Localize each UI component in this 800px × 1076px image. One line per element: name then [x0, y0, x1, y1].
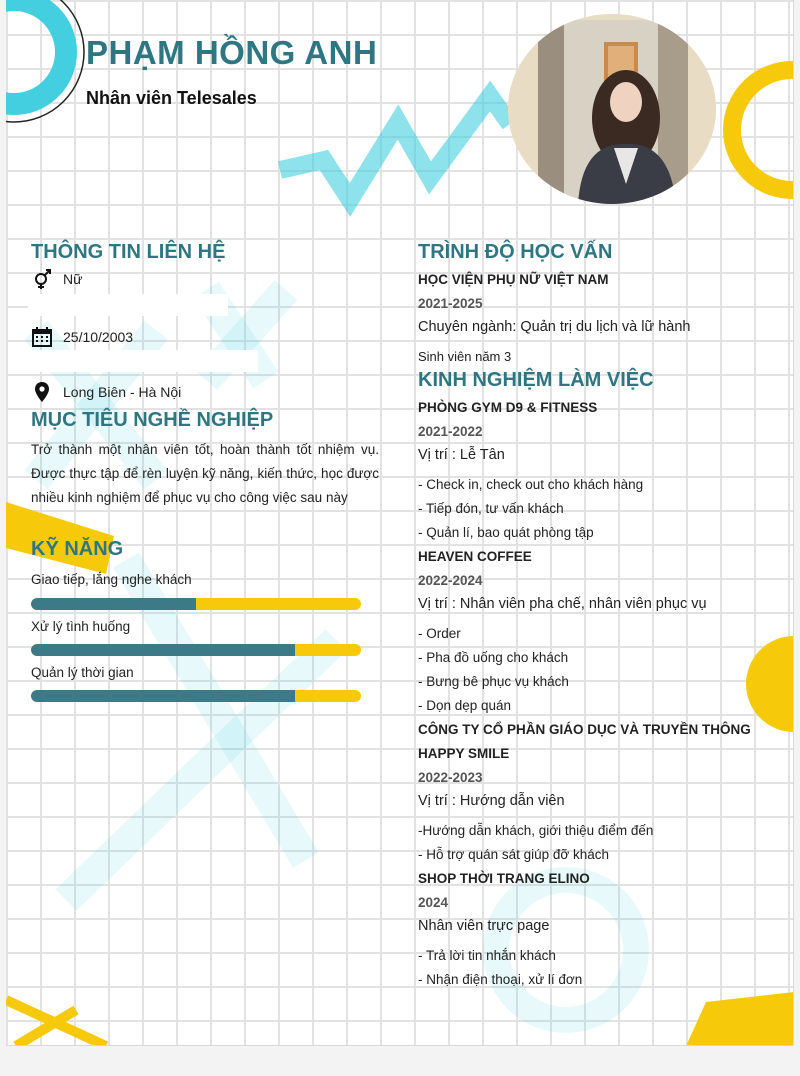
school-name: HỌC VIỆN PHỤ NỮ VIỆT NAM: [418, 272, 609, 287]
contact-heading: THÔNG TIN LIÊN HỆ: [31, 241, 226, 263]
education-major: Chuyên ngành: Quản trị du lịch và lữ hành: [418, 319, 691, 335]
job-title: Nhân viên Telesales: [86, 88, 257, 108]
skill-label: Giao tiếp, lắng nghe khách: [31, 572, 192, 587]
company-name: SHOP THỜI TRANG ELINO: [418, 871, 590, 886]
objective-heading: MỤC TIÊU NGHỀ NGHIỆP: [31, 409, 274, 431]
skill-bar: [31, 690, 361, 702]
job-years: 2024: [418, 895, 449, 910]
candidate-name: PHẠM HỒNG ANH: [86, 34, 378, 71]
skill-bar-fill: [31, 644, 295, 656]
skill-bar-fill: [31, 690, 295, 702]
company-name: PHÒNG GYM D9 & FITNESS: [418, 400, 598, 415]
skill-bar: [31, 598, 361, 610]
address-value: Long Biên - Hà Nội: [63, 384, 182, 400]
redacted-email: [28, 350, 258, 372]
calendar-icon: [31, 326, 53, 348]
birthday-row: [31, 326, 133, 348]
job-position: Vị trí : Hướng dẫn viên: [418, 793, 565, 809]
skill-label: Xử lý tình huống: [31, 619, 131, 634]
job-task: - Quản lí, bao quát phòng tập: [418, 525, 594, 540]
gender-value: Nữ: [63, 271, 83, 287]
job-task: - Tiếp đón, tư vấn khách: [418, 501, 564, 516]
job-years: 2021-2022: [418, 424, 483, 439]
experience-heading: KINH NGHIỆM LÀM VIỆC: [418, 369, 654, 391]
job-position: Vị trí : Lễ Tân: [418, 447, 505, 463]
skill-bar: [31, 644, 361, 656]
job-task: - Pha đồ uống cho khách: [418, 650, 569, 665]
education-heading: TRÌNH ĐỘ HỌC VẤN: [418, 241, 613, 263]
job-task: - Hỗ trợ quán sát giúp đỡ khách: [418, 847, 610, 862]
job-position: Nhân viên trực page: [418, 918, 550, 934]
address-row: [31, 381, 181, 403]
location-pin-icon: [31, 381, 53, 403]
job-years: 2022-2024: [418, 573, 483, 588]
education-years: 2021-2025: [418, 296, 483, 311]
job-position: Vị trí : Nhân viên pha chế, nhân viên phục vụ: [418, 596, 707, 612]
gender-icon: [31, 268, 53, 290]
profile-photo: [508, 14, 716, 204]
job-task: - Trả lời tin nhắn khách: [418, 948, 556, 963]
job-task: - Nhận điện thoại, xử lí đơn: [418, 972, 583, 987]
redacted-phone: [28, 294, 228, 316]
birthday-value: 25/10/2003: [63, 329, 134, 345]
objective-text: Trở thành một nhân viên tốt, hoàn thành tốt nhiệm vụ. Được thực tập để rèn luyện kỹ năng, kiến thức, học được nhiều kinh nghiệm để phục vụ cho công việc sau này: [31, 442, 379, 505]
avatar-illustration: [508, 14, 716, 204]
cv-page: [6, 0, 794, 1046]
job-task: -Hướng dẫn khách, giới thiệu điểm đến: [418, 823, 654, 838]
company-name-line2: HAPPY SMILE: [418, 746, 510, 761]
education-status: Sinh viên năm 3: [418, 349, 512, 364]
gender-row: [31, 268, 82, 290]
company-name: HEAVEN COFFEE: [418, 549, 532, 564]
job-task: - Check in, check out cho khách hàng: [418, 477, 644, 492]
company-name: CÔNG TY CỔ PHẦN GIÁO DỤC VÀ TRUYỀN THÔNG: [418, 722, 751, 737]
job-task: - Order: [418, 626, 461, 641]
skill-bar-fill: [31, 598, 196, 610]
job-years: 2022-2023: [418, 770, 483, 785]
job-task: - Bưng bê phục vụ khách: [418, 674, 569, 689]
job-task: - Dọn dẹp quán: [418, 698, 512, 713]
skill-label: Quản lý thời gian: [31, 665, 134, 680]
skills-heading: KỸ NĂNG: [31, 538, 124, 560]
